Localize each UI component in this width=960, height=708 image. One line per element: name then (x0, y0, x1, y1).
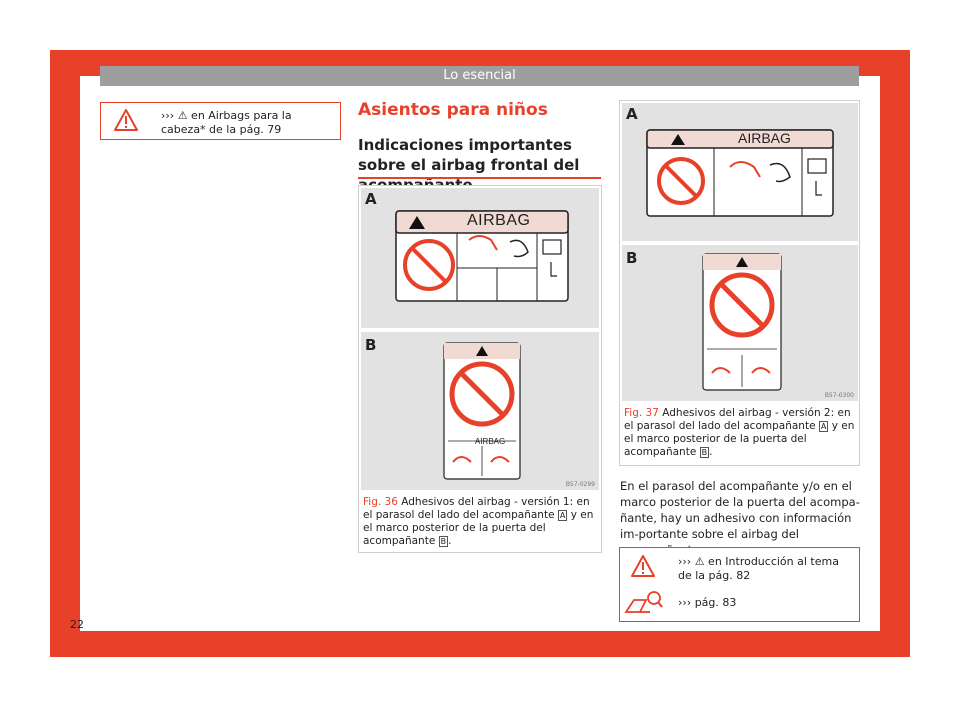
fig37-caption-number: Fig. 37 (624, 407, 659, 419)
fig36-key-a: A (559, 511, 566, 520)
fig37-caption-text: Adhesivos del airbag - versión 2: en el parasol del lado del acompañante (624, 407, 851, 432)
fig37-panel-a-letter: A (626, 105, 638, 123)
fig36-panel-a-letter: A (365, 190, 377, 208)
fig36-panel-b-letter: B (365, 336, 377, 354)
fig37-code: B57-0300 (824, 392, 854, 399)
fig37-panel-b-letter: B (626, 249, 638, 267)
fig37-door-sticker (702, 253, 782, 391)
warning-box-left (100, 102, 341, 140)
fig36-airbag-label-b: AIRBAG (475, 437, 506, 446)
book-search-icon (624, 590, 664, 616)
section-title: Asientos para niños (358, 100, 548, 120)
fig36-caption-mid: y en el marco posterior de la puerta del acompañante (363, 509, 594, 547)
fig37-caption (624, 407, 857, 459)
fig37-key-a: A (820, 422, 827, 431)
fig36-panel-a (361, 188, 599, 328)
fig37-airbag-label: AIRBAG (738, 130, 791, 146)
body-paragraph: En el parasol del acompañante y/o en el marco posterior de la puerta del acompa-ñante, hay un adhesivo con información im-portante sobre el airbag del (620, 479, 860, 541)
fig37-caption-end: . (709, 446, 713, 458)
figure-37 (619, 100, 860, 466)
warning-text-right-1: ››› ⚠ en Introducción al tema de la pág. 82 (678, 555, 839, 582)
fig36-caption-text: Adhesivos del airbag - versión 1: en el parasol del lado del acompañante (363, 496, 590, 521)
warning-triangle-icon (630, 554, 656, 578)
fig36-airbag-label: AIRBAG (467, 212, 531, 229)
page-number: 22 (70, 618, 84, 631)
warning-text-right-2: ››› pág. 83 (678, 596, 737, 609)
warning-text-left: ››› ⚠ en Airbags para la cabeza* de la pág. 79 (161, 109, 292, 136)
fig37-caption-mid: y en el marco posterior de la puerta del acompañante (624, 420, 855, 458)
fig36-caption (363, 496, 599, 548)
fig36-key-b: B (440, 537, 447, 546)
fig36-code: B57-0299 (565, 481, 595, 488)
fig36-caption-end: . (448, 535, 452, 547)
figure-36 (358, 185, 602, 553)
fig36-panel-b (361, 332, 599, 490)
fig37-panel-b (622, 245, 858, 401)
fig36-caption-number: Fig. 36 (363, 496, 398, 508)
header-bar: Lo esencial (100, 66, 859, 86)
warning-box-right (619, 547, 860, 622)
fig37-key-b: B (701, 448, 708, 457)
section-subtitle: Indicaciones importantes sobre el airbag frontal del (358, 136, 580, 174)
warning-triangle-icon (113, 108, 139, 132)
fig37-panel-a (622, 103, 858, 241)
subtitle-divider (358, 177, 601, 179)
fig36-door-sticker (443, 342, 521, 480)
